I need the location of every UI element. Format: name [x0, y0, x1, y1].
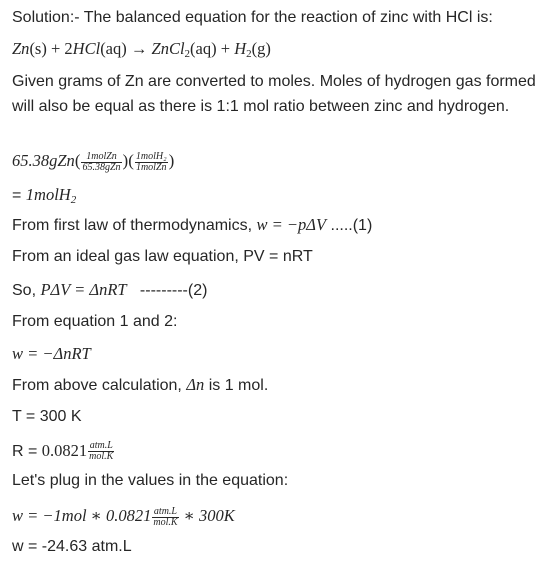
h2-result: = 1molH$_2$: [12, 185, 77, 206]
final-answer: w = -24.63 atm.L: [12, 538, 132, 555]
calculation-line: From above calculation, Δn is 1 mol.: [12, 375, 269, 394]
so-line: So, PΔV = ΔnRT ---------(2): [12, 280, 208, 299]
solution-intro: Solution:- The balanced equation for the reaction of zinc with HCl is:: [12, 9, 493, 26]
from-equation-line: From equation 1 and 2:: [12, 313, 178, 330]
conversion-expression: 65.38gZn( $\frac{\text{1molZn}}{\text{65.38gZn}}$ )( $\frac{\text{1molH₂}}{\text{1molZn}}$ ): [12, 150, 175, 173]
first-law-line: From first law of thermodynamics, w = −pΔV .....(1): [12, 215, 373, 234]
explanation-paragraph: Given grams of Zn are converted to moles. Moles of hydrogen gas formed will also be equal as there is 1:1 mol ratio between zinc and hydrogen.: [12, 73, 536, 115]
w-equation: w = −ΔnRT: [12, 344, 91, 363]
plug-values-line: Let's plug in the values in the equation:: [12, 472, 289, 489]
w-calculation: w = −1mol ∗ 0.0821 $\frac{\text{atm.L}}{\text{mol.K}}$ ∗ 300K: [12, 505, 235, 528]
ideal-gas-line: From an ideal gas law equation, PV = nRT: [12, 248, 313, 265]
temperature-line: T = 300 K: [12, 408, 82, 425]
gas-constant-line: R = 0.0821 $\frac{\text{atm.L}}{\text{mol.K}}$: [12, 440, 114, 463]
balanced-equation: Zn(s) + 2HCl(aq) → ZnCl$_2$(aq) + $H_2(g)$: [12, 39, 271, 60]
